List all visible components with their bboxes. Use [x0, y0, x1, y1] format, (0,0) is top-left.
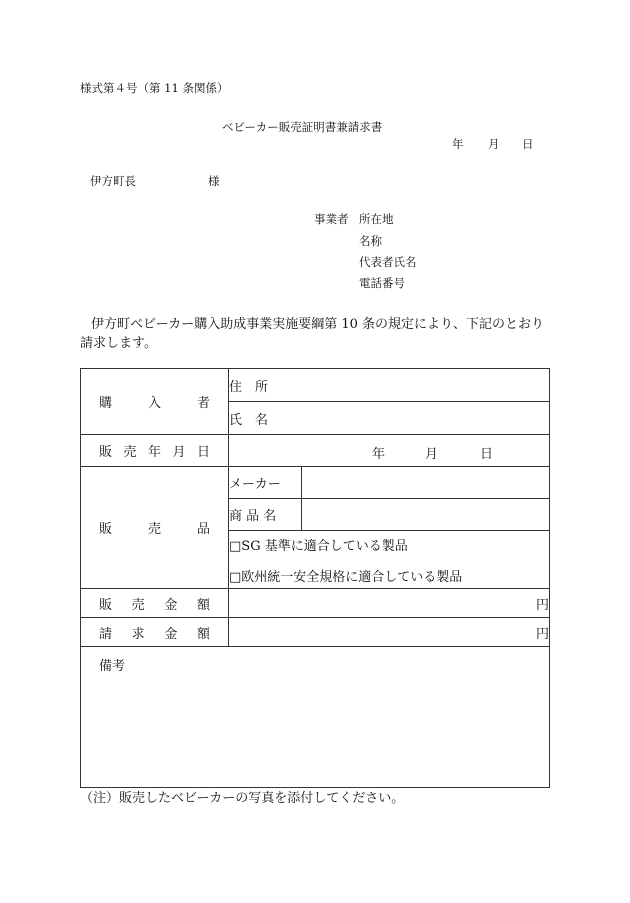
sale-date-year: 年 [372, 447, 386, 462]
claim-amount-char: 請 [99, 626, 113, 642]
sales-amount-unit: 円 [535, 597, 549, 613]
product-char: 品 [196, 522, 210, 537]
purchaser-label-cell [81, 369, 229, 435]
remarks-field[interactable] [81, 647, 550, 788]
claim-amount-char: 求 [131, 626, 145, 642]
addressee-honorific: 様 [208, 174, 220, 188]
product-name-label: 商 品 名 [229, 509, 277, 524]
claim-amount-label-cell [81, 618, 229, 647]
remarks-label: 備考 [99, 659, 126, 674]
footnote: （注）販売したベビーカーの写真を添付してください。 [80, 791, 405, 806]
sales-amount-char: 金 [164, 597, 178, 613]
claim-amount-char: 額 [196, 626, 210, 642]
product-char: 売 [147, 522, 161, 537]
sale-date-label-cell [81, 435, 229, 467]
business-field-name: 名称 [359, 234, 382, 248]
claim-amount-field[interactable] [229, 618, 550, 647]
form-number: 様式第４号（第 11 条関係） [80, 81, 229, 95]
check-sg[interactable]: □SG 基準に適合している製品 [229, 538, 408, 554]
check-eu[interactable]: □欧州統一安全規格に適合している製品 [229, 569, 463, 585]
purchaser-char: 購 [99, 396, 113, 411]
product-name-field[interactable] [302, 499, 550, 531]
business-label: 事業者 [314, 212, 349, 226]
sale-date-field[interactable] [229, 435, 550, 467]
product-label-cell [81, 467, 229, 589]
business-field-representative: 代表者氏名 [359, 255, 417, 269]
address-label: 住 所 [229, 379, 269, 395]
claim-form-table [80, 368, 550, 788]
purchaser-address-field[interactable] [229, 369, 550, 402]
purchaser-char: 者 [196, 396, 210, 411]
product-name-label-cell [229, 499, 302, 531]
maker-label-cell [229, 467, 302, 499]
sales-amount-label-cell [81, 589, 229, 618]
date-month-label: 月 [488, 137, 500, 151]
sales-amount-char: 販 [99, 597, 113, 613]
body-text-line1: 伊方町ベビーカー購入助成事業実施要綱第 10 条の規定により、下記のとおり [91, 317, 545, 332]
maker-field[interactable] [302, 467, 550, 499]
date-day-label: 日 [522, 137, 534, 151]
sale-date-char: 年 [147, 445, 161, 460]
claim-amount-char: 金 [164, 626, 178, 642]
sales-amount-field[interactable] [229, 589, 550, 618]
purchaser-name-field[interactable] [229, 402, 550, 435]
business-field-address: 所在地 [359, 212, 394, 226]
purchaser-char: 入 [147, 396, 161, 411]
date-year-label: 年 [452, 137, 464, 151]
sale-date-day: 日 [480, 447, 494, 462]
addressee-name: 伊方町長 [90, 174, 136, 188]
maker-label: メーカー [229, 477, 281, 492]
name-label: 氏 名 [229, 412, 269, 428]
sale-date-char: 日 [196, 445, 210, 460]
claim-amount-unit: 円 [535, 626, 549, 642]
body-text-line2: 請求します。 [80, 336, 157, 351]
product-char: 販 [99, 522, 113, 537]
sale-date-char: 販 [99, 445, 113, 460]
document-title: ベビーカー販売証明書兼請求書 [222, 120, 383, 134]
sales-amount-char: 売 [131, 597, 145, 613]
sales-amount-char: 額 [196, 597, 210, 613]
sale-date-month: 月 [425, 447, 439, 462]
sale-date-char: 月 [172, 445, 186, 460]
standards-cell [229, 531, 550, 589]
business-field-phone: 電話番号 [359, 276, 405, 290]
sale-date-char: 売 [123, 445, 137, 460]
